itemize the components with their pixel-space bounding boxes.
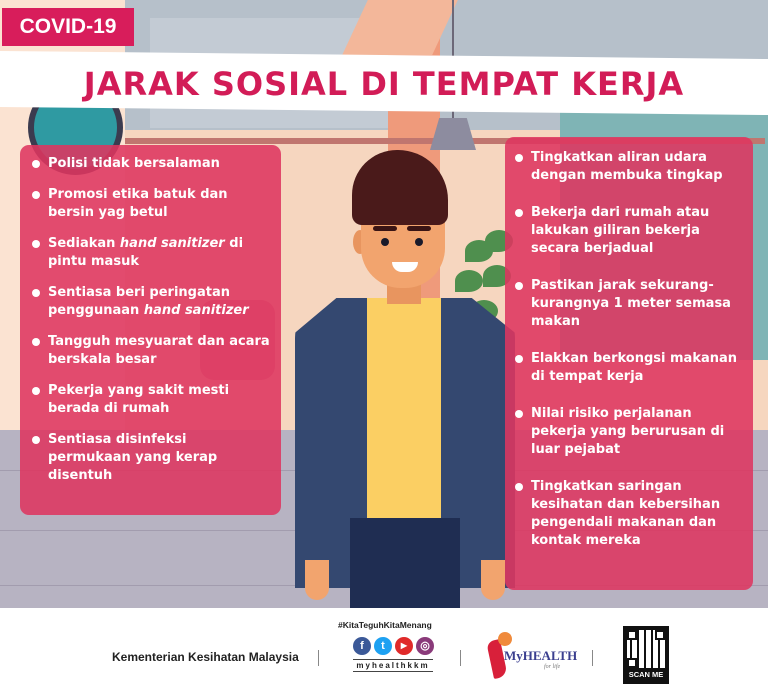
bullet-icon: [32, 240, 40, 248]
eyebrow: [373, 226, 397, 231]
bullet-icon: [515, 410, 523, 418]
tip-item: [30, 284, 271, 320]
left-tips-panel: [20, 145, 281, 515]
bullet-icon: [515, 154, 523, 162]
bullet-icon: [32, 160, 40, 168]
hair: [352, 150, 448, 225]
bullet-icon: [515, 282, 523, 290]
tip-text: Nilai risiko perjalanan pekerja yang berurusan di luar pejabat: [531, 406, 725, 457]
tip-text: di pintu masuk: [48, 236, 244, 269]
myhealth-logo: [486, 630, 576, 680]
tip-text: Promosi etika batuk dan bersin yag betul: [48, 187, 228, 220]
tip-item: [30, 155, 271, 173]
right-tips-panel: [505, 137, 753, 590]
bullet-icon: [32, 338, 40, 346]
tip-item: [30, 431, 271, 485]
tip-item: [513, 277, 745, 331]
covid-badge: COVID-19: [2, 8, 134, 46]
tip-item: [513, 149, 745, 185]
twitter-icon[interactable]: t: [374, 637, 392, 655]
tip-item: [30, 235, 271, 271]
hand-right: [481, 560, 505, 600]
tip-item: [513, 350, 745, 386]
eyebrow: [407, 226, 431, 231]
hand-left: [305, 560, 329, 600]
tip-item: [30, 382, 271, 418]
bullet-icon: [32, 289, 40, 297]
hashtag: #KitaTeguhKitaMenang: [338, 620, 432, 630]
tip-text: Pastikan jarak sekurang-kurangnya 1 meter semasa makan: [531, 278, 731, 329]
shirt: [367, 298, 441, 520]
ball-icon: [498, 632, 512, 646]
tip-item: [513, 478, 745, 550]
tip-text: Elakkan berkongsi makanan di tempat kerja: [531, 351, 738, 384]
divider: [460, 650, 461, 666]
qr-label: SCAN ME: [628, 670, 664, 679]
social-links: [353, 637, 434, 655]
tip-text: Sentiasa disinfeksi permukaan yang kerap disentuh: [48, 432, 218, 483]
ministry-name: Kementerian Kesihatan Malaysia: [112, 650, 299, 664]
bullet-icon: [32, 191, 40, 199]
tip-emphasis: hand sanitizer: [143, 303, 249, 318]
tip-emphasis: hand sanitizer: [119, 236, 225, 251]
character-illustration: [295, 150, 515, 608]
myhealth-logo-text: MyHEALTH: [504, 648, 578, 663]
bullet-icon: [32, 387, 40, 395]
youtube-icon[interactable]: ▶: [395, 637, 413, 655]
page-title: JARAK SOSIAL DI TEMPAT KERJA: [83, 65, 685, 103]
tip-text: Tingkatkan aliran udara dengan membuka tingkap: [531, 150, 723, 183]
myhealth-tagline: for life: [544, 664, 561, 670]
tip-text: Polisi tidak bersalaman: [48, 156, 220, 171]
eye: [381, 238, 389, 246]
tip-text: Sediakan: [48, 236, 120, 251]
social-handle: myhealthkkm: [353, 659, 433, 672]
tip-text: Sentiasa beri peringatan penggunaan: [48, 285, 230, 318]
tip-text: Pekerja yang sakit mesti berada di rumah: [48, 383, 230, 416]
tip-item: [30, 186, 271, 222]
tip-text: Bekerja dari rumah atau lakukan giliran bekerja secara berjadual: [531, 205, 710, 256]
tip-text: Tangguh mesyuarat dan acara berskala besar: [48, 334, 270, 367]
facebook-icon[interactable]: f: [353, 637, 371, 655]
bullet-icon: [515, 355, 523, 363]
eye: [415, 238, 423, 246]
tip-item: [30, 333, 271, 369]
divider: [318, 650, 319, 666]
qr-code-icon: [627, 630, 665, 668]
bullet-icon: [515, 483, 523, 491]
bullet-icon: [32, 436, 40, 444]
tip-item: [513, 204, 745, 258]
pants: [350, 518, 460, 608]
instagram-icon[interactable]: ◎: [416, 637, 434, 655]
tip-text: Tingkatkan saringan kesihatan dan kebersihan pengendali makanan dan kontak mereka: [531, 479, 721, 548]
divider: [592, 650, 593, 666]
footer: [0, 608, 768, 699]
bullet-icon: [515, 209, 523, 217]
tip-item: [513, 405, 745, 459]
qr-code[interactable]: [623, 626, 669, 684]
